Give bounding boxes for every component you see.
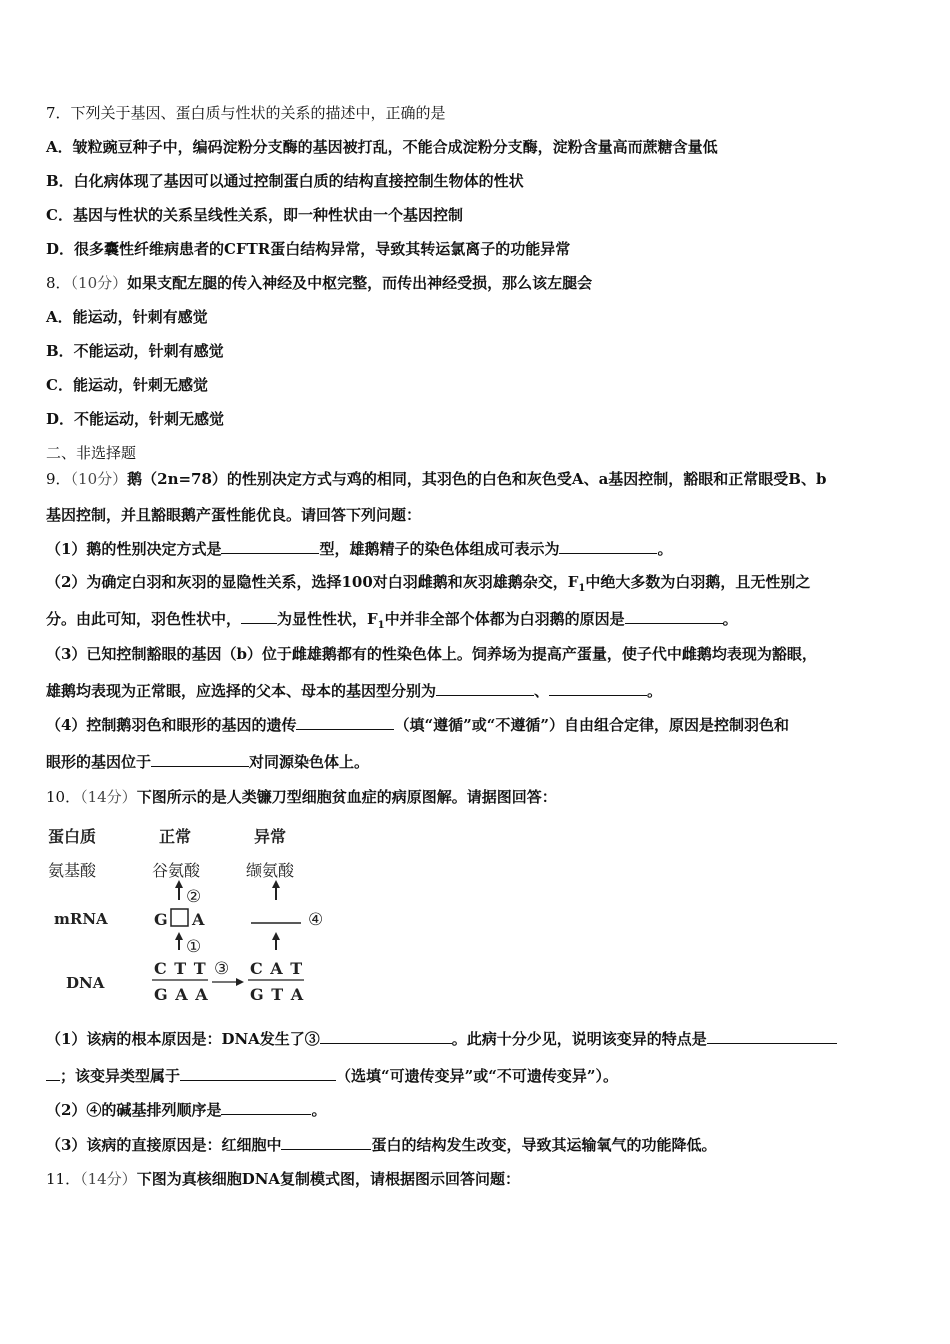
fig-row-dna: DNA (66, 974, 105, 992)
fig-arrowhead-transcription (175, 932, 183, 940)
q9-p4-text-d: 对同源染色体上。 (249, 753, 370, 771)
q11-number: 11． (46, 1170, 81, 1188)
q10-p3-text-b: 蛋白的结构发生改变，导致其运输氧气的功能降低。 (371, 1136, 717, 1154)
q9-p1-blank2[interactable] (559, 539, 657, 554)
fig-step2: ② (186, 887, 202, 907)
q9-p2-subscript: 1 (578, 583, 586, 594)
q9-p3-text-b: 雄鹅均表现为正常眼，应选择的父本、母本的基因型分别为 (46, 682, 437, 700)
q9-p2-blank2[interactable] (625, 609, 723, 624)
q10-p1-blank3[interactable] (180, 1066, 336, 1081)
q9-p3-text-d: 。 (647, 682, 663, 700)
q8-stem: 如果支配左腿的传入神经及中枢完整，而传出神经受损，那么该左腿会 (127, 274, 593, 292)
fig-mrna-blank-box (171, 909, 188, 926)
q10-p1-blank2-cont[interactable] (46, 1066, 60, 1081)
fig-dna-abnormal-top: C A T (250, 959, 304, 978)
q9-p1-blank1[interactable] (221, 539, 319, 554)
q7-option-b: B．白化病体现了基因可以通过控制蛋白质的结构直接控制生物体的性状 (46, 172, 524, 190)
q7-option-a: A．皱粒豌豆种子中，编码淀粉分支酶的基因被打乱，不能合成淀粉分支酶，淀粉含量高而蔗糖含量低 (46, 138, 718, 156)
q10-p1-text-a: （1）该病的根本原因是：DNA发生了③ (46, 1030, 320, 1048)
q10-p1-text-d: （选填“可遗传变异”或“不可遗传变异”）。 (336, 1067, 619, 1085)
q8-option-d: D．不能运动，针刺无感觉 (46, 410, 225, 428)
fig-mrna-g: G (154, 910, 168, 929)
q10-p3-text-a: （3）该病的直接原因是：红细胞中 (46, 1136, 282, 1154)
q7-option-c: C．基因与性状的关系呈线性关系，即一种性状由一个基因控制 (46, 206, 463, 224)
q10-part1-line2 (46, 1066, 618, 1086)
q7-option-d: D．很多囊性纤维病患者的CFTR蛋白结构异常，导致其转运氯离子的功能异常 (46, 240, 571, 258)
fig-dna-normal-top: C T T (154, 959, 207, 978)
q10-p1-text-c: ；该变异类型属于 (60, 1067, 181, 1085)
q8-option-a: A．能运动，针刺有感觉 (46, 308, 208, 326)
q9-p3-blank2[interactable] (549, 681, 647, 696)
q9-p3-text-c: 、 (534, 682, 550, 700)
sickle-cell-diagram (46, 822, 336, 1012)
q10-p2-text-a: （2）④的碱基排列顺序是 (46, 1101, 222, 1119)
q9-p4-blank2[interactable] (151, 752, 249, 767)
q7-stem: 7．下列关于基因、蛋白质与性状的关系的描述中，正确的是 (46, 104, 446, 122)
q9-stem-line2: 基因控制，并且豁眼鹅产蛋性能优良。请回答下列问题： (46, 506, 422, 524)
q9-part2-line1 (46, 572, 810, 599)
q10-p3-blank[interactable] (281, 1135, 371, 1150)
q9-part4-line1 (46, 715, 789, 735)
q11-score: （14分） (80, 1170, 137, 1188)
q8-stem-line (46, 273, 592, 293)
fig-step1: ① (186, 937, 202, 957)
fig-arrowhead-translation (175, 880, 183, 888)
q9-p2-text-f: 。 (722, 610, 738, 628)
fig-dna-abnormal-bottom: G T A (250, 985, 305, 1004)
q9-p2-subscript2: 1 (377, 620, 385, 631)
q9-p2-text-e: 中并非全部个体都为白羽鹅的原因是 (384, 610, 625, 628)
q9-p4-text-a: （4）控制鹅羽色和眼形的基因的遗传 (46, 716, 297, 734)
q9-p2-text-c: 分。由此可知，羽色性状中， (46, 610, 242, 628)
fig-header-abnormal: 异常 (254, 827, 287, 846)
fig-header-protein: 蛋白质 (48, 827, 97, 846)
fig-row-mrna: mRNA (54, 910, 108, 928)
q9-part3-line2 (46, 681, 662, 701)
fig-arrowhead-abnormal-translation (272, 880, 280, 888)
q9-p1-text-c: 。 (657, 540, 673, 558)
q11-stem-line (46, 1169, 520, 1189)
q9-p2-blank1[interactable] (241, 609, 277, 624)
q9-part4-line2 (46, 752, 369, 772)
q9-part2-line2 (46, 609, 738, 636)
fig-header-normal: 正常 (159, 827, 192, 846)
q10-part3 (46, 1135, 716, 1155)
fig-mrna-a: A (192, 910, 205, 929)
q10-p1-blank2[interactable] (707, 1029, 837, 1044)
q10-p1-blank1[interactable] (320, 1029, 452, 1044)
q10-score: （14分） (80, 788, 137, 806)
q10-number: 10． (46, 788, 81, 806)
q10-p2-blank[interactable] (221, 1100, 311, 1115)
q10-p2-text-b: 。 (311, 1101, 327, 1119)
q10-part1-line1 (46, 1029, 837, 1049)
fig-step3: ③ (214, 959, 230, 979)
q9-p2-text-b: 中绝大多数为白羽鹅，且无性别之 (585, 573, 811, 591)
q9-p2-text-a: （2）为确定白羽和灰羽的显隐性关系，选择100对白羽雌鹅和灰羽雄鹅杂交，F (46, 573, 579, 591)
q9-number: 9． (46, 470, 71, 488)
q9-p3-blank1[interactable] (436, 681, 534, 696)
fig-dna-normal-bottom: G A A (154, 985, 209, 1004)
q10-stem-line (46, 787, 557, 807)
q9-score: （10分） (70, 470, 128, 488)
q8-number: 8． (46, 274, 71, 292)
section-heading: 二、非选择题 (46, 444, 137, 462)
q8-option-b: B．不能运动，针刺有感觉 (46, 342, 224, 360)
q9-part3-line1: （3）已知控制豁眼的基因（b）位于雌雄鹅都有的性染色体上。饲养场为提高产蛋量，使子代中雌鹅均表现为豁眼， (46, 645, 817, 663)
q10-stem: 下图所示的是人类镰刀型细胞贫血症的病原图解。请据图回答： (136, 788, 557, 806)
fig-abnormal-amino-acid: 缬氨酸 (246, 861, 295, 880)
q8-score: （10分） (70, 274, 128, 292)
q9-p1-text-a: （1）鹅的性别决定方式是 (46, 540, 222, 558)
q8-option-c: C．能运动，针刺无感觉 (46, 376, 208, 394)
q10-p1-text-b: 。此病十分少见，说明该变异的特点是 (451, 1030, 707, 1048)
q10-part2 (46, 1100, 326, 1120)
q9-p4-text-b: （填“遵循”或“不遵循”）自由组合定律，原因是控制羽色和 (394, 716, 789, 734)
fig-arrowhead-abnormal-transcription (272, 932, 280, 940)
fig-normal-amino-acid: 谷氨酸 (152, 861, 201, 880)
q9-p2-text-d: 为显性性状，F (277, 610, 378, 628)
fig-step4: ④ (308, 910, 324, 930)
q9-stem-line1 (46, 469, 826, 489)
fig-row-amino-acid: 氨基酸 (48, 861, 97, 880)
q11-stem: 下图为真核细胞DNA复制模式图，请根据图示回答问题： (136, 1170, 521, 1188)
q9-stem-a: 鹅（2n=78）的性别决定方式与鸡的相同，其羽色的白色和灰色受A、a基因控制，豁眼和正常眼受B、b (127, 470, 827, 488)
q9-part1 (46, 539, 672, 559)
q9-p1-text-b: 型，雄鹅精子的染色体组成可表示为 (319, 540, 560, 558)
fig-arrowhead-mutation (236, 978, 244, 986)
q9-p4-blank1[interactable] (296, 715, 394, 730)
q9-p4-text-c: 眼形的基因位于 (46, 753, 152, 771)
